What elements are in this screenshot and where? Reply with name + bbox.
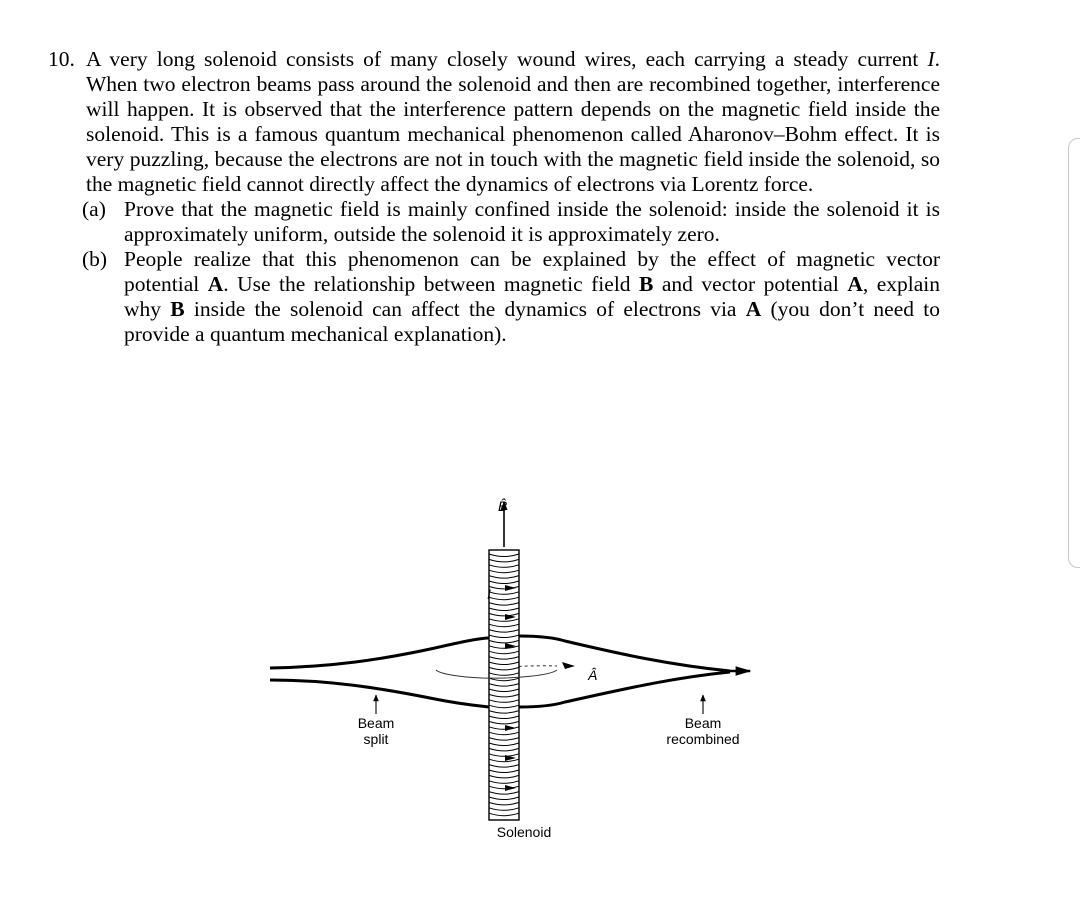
bold-symbol: B: [170, 297, 185, 321]
text-run: Prove that the magnetic field is mainly confined inside the solenoid: inside the solenoid it is approximately uniform, outside the solenoid it is approximately zero.: [124, 197, 940, 246]
beam-split-line-1: Beam: [357, 715, 395, 731]
beam-recombined-line-1: Beam: [684, 715, 722, 731]
problem-stem: [86, 47, 940, 196]
aharonov-bohm-figure: [260, 492, 760, 852]
beam-split-label: [341, 715, 411, 747]
part-b: [48, 247, 940, 347]
text-run: A very long solenoid consists of many closely wound wires, each carrying a steady current: [86, 47, 928, 71]
part-a-label: (a): [82, 197, 106, 221]
problem-statement: [48, 47, 940, 197]
part-b-text: [124, 247, 940, 346]
b-hat-label: B̂: [498, 498, 508, 514]
problem-10: [48, 47, 940, 347]
bold-symbol: A: [847, 272, 863, 296]
text-run: . When two electron beams pass around the solenoid and then are recombined together, interference will happen. It is observed that the interference pattern depends on the magnetic field inside the solenoid. This is a famous quantum mechanical phenomenon called Aharonov–Bohm effect. It is very puzzling, because the electrons are not in touch with the magnetic field inside the solenoid, so the magnetic field cannot directly affect the dynamics of electrons via Lorentz force.: [86, 47, 940, 196]
part-b-label: (b): [82, 247, 108, 271]
bold-symbol: B: [639, 272, 654, 296]
beam-recombined-line-2: recombined: [666, 731, 740, 747]
part-a-text: [124, 197, 940, 246]
text-run: and vector potential: [653, 272, 848, 296]
beam-split-line-2: split: [363, 731, 389, 747]
text-run: inside the solenoid can affect the dynamics of electrons via: [184, 297, 746, 321]
current-label: I: [487, 586, 491, 602]
beam-recombined-label: [653, 715, 753, 747]
italic-symbol: I: [927, 47, 935, 71]
a-circulation-head: [562, 662, 575, 669]
text-run: People realize that this phenomenon can be explained by the effect of magnetic vector potential: [124, 247, 940, 296]
text-run: . Use the relationship between magnetic field: [223, 272, 640, 296]
side-panel: [1068, 138, 1080, 568]
figure-drawing: [260, 492, 760, 852]
a-hat-label: Â: [588, 667, 598, 683]
text-run: , explain why: [124, 272, 940, 321]
part-a: [48, 197, 940, 247]
bold-symbol: A: [207, 272, 224, 296]
problem-number: 10.: [48, 47, 75, 71]
solenoid: [489, 550, 519, 820]
text-run: (you don’t need to provide a quantum mechanical explanation).: [124, 297, 940, 346]
solenoid-label: Solenoid: [496, 824, 552, 840]
bold-symbol: A: [745, 297, 762, 321]
